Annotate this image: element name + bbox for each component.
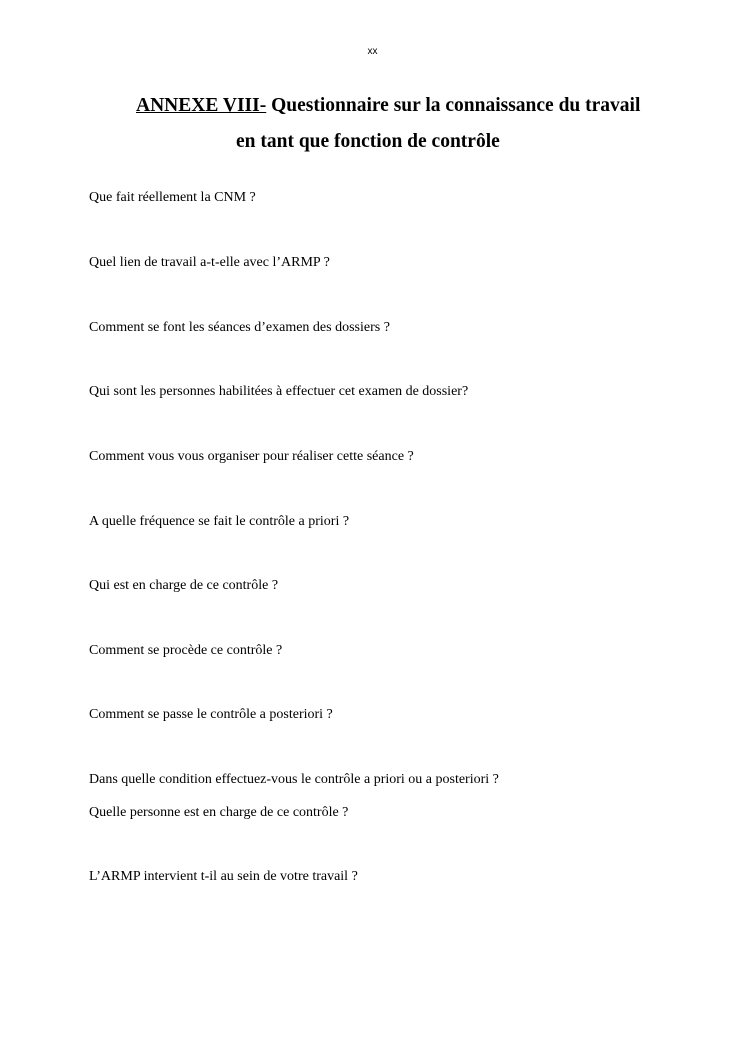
question-9: Comment se passe le contrôle a posteriori ? [89, 707, 333, 722]
question-3: Comment se font les séances d’examen des dossiers ? [89, 320, 390, 335]
question-7: Qui est en charge de ce contrôle ? [89, 578, 279, 593]
page-title [136, 95, 640, 117]
page-subtitle: en tant que fonction de contrôle [236, 131, 500, 152]
annex-label: ANNEXE VIII- [136, 95, 267, 116]
question-11: Quelle personne est en charge de ce contrôle ? [89, 805, 349, 820]
page-number: xx [367, 46, 378, 57]
question-10: Dans quelle condition effectuez-vous le contrôle a priori ou a posteriori ? [89, 772, 499, 787]
question-1: Que fait réellement la CNM ? [89, 190, 256, 205]
question-2: Quel lien de travail a-t-elle avec l’ARMP ? [89, 255, 330, 270]
question-8: Comment se procède ce contrôle ? [89, 643, 283, 658]
question-6: A quelle fréquence se fait le contrôle a priori ? [89, 514, 350, 529]
title-text: Questionnaire sur la connaissance du travail [266, 95, 641, 116]
question-12: L’ARMP intervient t-il au sein de votre travail ? [89, 869, 358, 884]
question-5: Comment vous vous organiser pour réaliser cette séance ? [89, 449, 414, 464]
question-4: Qui sont les personnes habilitées à effectuer cet examen de dossier? [89, 384, 469, 399]
